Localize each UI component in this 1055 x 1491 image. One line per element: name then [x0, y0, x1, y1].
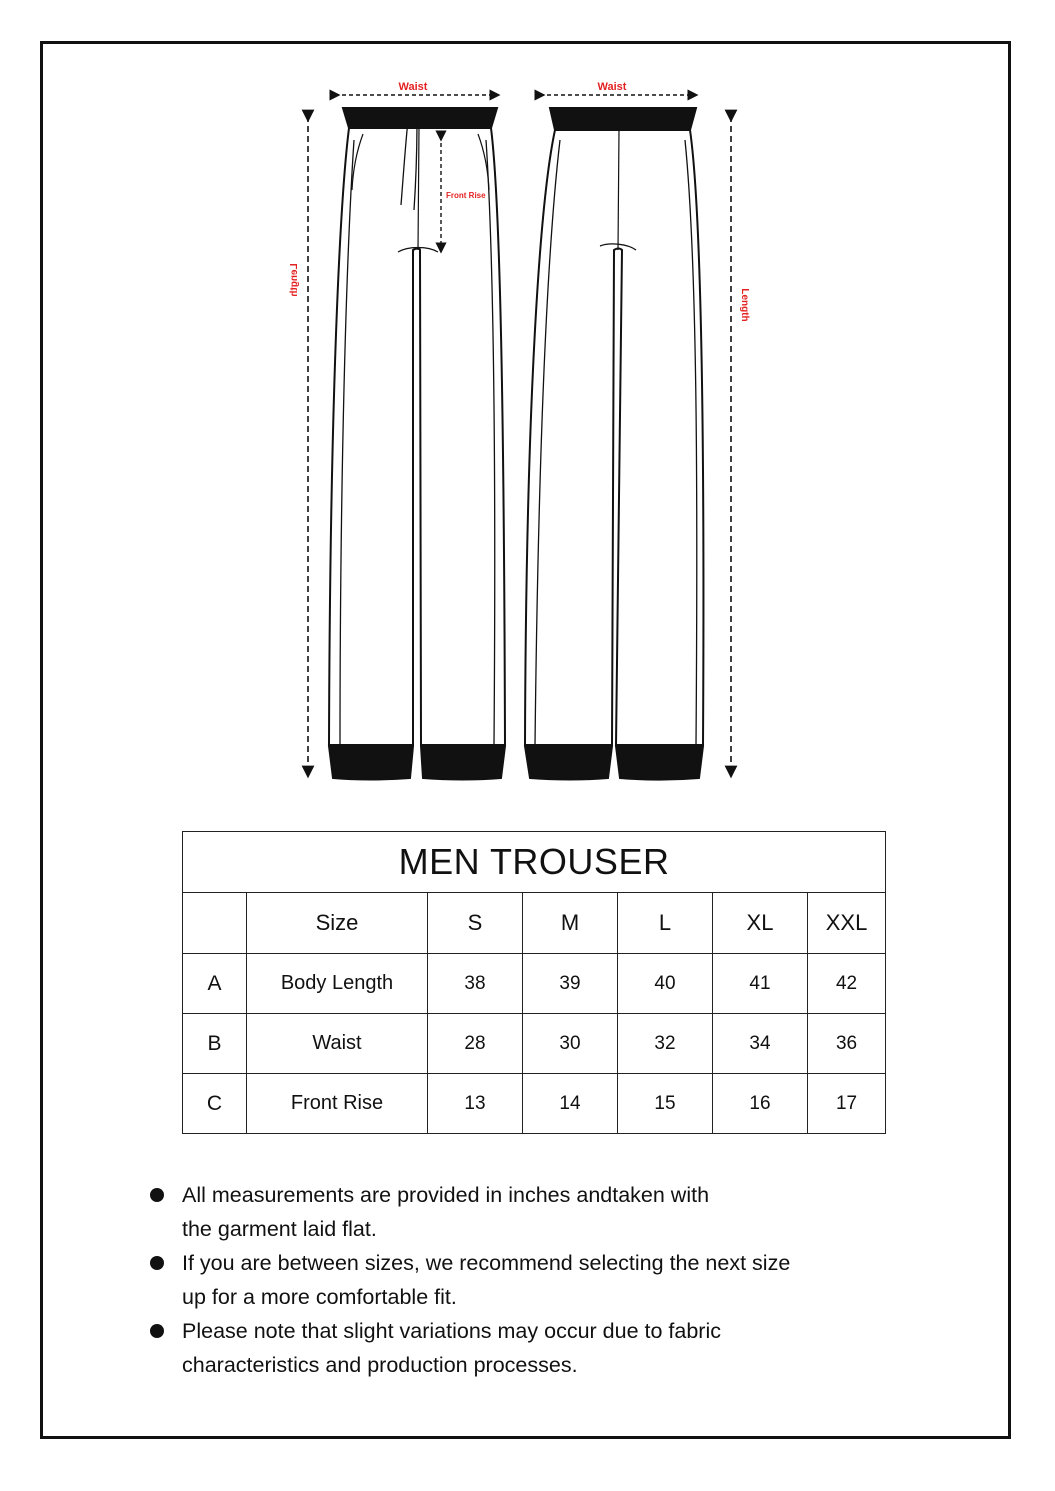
bullet-icon — [150, 1188, 164, 1202]
front-waist-label: Waist — [398, 81, 428, 93]
row-code: A — [183, 954, 247, 1014]
row-value: 39 — [523, 954, 618, 1014]
row-value: 15 — [618, 1074, 713, 1134]
row-value: 32 — [618, 1014, 713, 1074]
front-left-cuff — [329, 746, 413, 780]
front-legs-outline — [329, 128, 505, 745]
table-row — [183, 954, 886, 1014]
row-value: 13 — [428, 1074, 523, 1134]
list-item — [150, 1178, 870, 1246]
note-line: up for a more comfortable fit. — [182, 1285, 457, 1309]
note-line: characteristics and production processes. — [182, 1353, 578, 1377]
header-size-l: L — [618, 893, 713, 954]
row-value: 28 — [428, 1014, 523, 1074]
row-label: Waist — [247, 1014, 428, 1074]
back-waist-label: Waist — [597, 81, 627, 93]
size-header-row — [183, 893, 886, 954]
row-label: Front Rise — [247, 1074, 428, 1134]
header-code-cell — [183, 893, 247, 954]
row-value: 34 — [713, 1014, 808, 1074]
back-left-cuff — [525, 746, 612, 780]
header-size-label: Size — [247, 893, 428, 954]
size-chart-table — [182, 831, 886, 1134]
row-code: C — [183, 1074, 247, 1134]
back-trouser-sketch — [525, 108, 703, 780]
back-waistband — [550, 108, 696, 130]
table-row — [183, 1014, 886, 1074]
row-value: 14 — [523, 1074, 618, 1134]
bullet-icon — [150, 1324, 164, 1338]
table-row — [183, 1074, 886, 1134]
front-waistband — [343, 108, 497, 128]
header-size-xxl: XXL — [808, 893, 886, 954]
front-length-label: Length — [289, 263, 300, 297]
row-label: Body Length — [247, 954, 428, 1014]
back-right-cuff — [616, 746, 703, 780]
row-value: 17 — [808, 1074, 886, 1134]
measurement-notes — [150, 1178, 870, 1382]
row-value: 40 — [618, 954, 713, 1014]
bullet-icon — [150, 1256, 164, 1270]
note-line: If you are between sizes, we recommend selecting the next size — [182, 1251, 791, 1275]
list-item — [150, 1314, 870, 1382]
back-length-label: Length — [739, 288, 750, 322]
row-value: 36 — [808, 1014, 886, 1074]
header-size-m: M — [523, 893, 618, 954]
size-chart-title: MEN TROUSER — [183, 832, 886, 893]
front-rise-label: Front Rise — [446, 191, 486, 200]
row-value: 41 — [713, 954, 808, 1014]
row-value: 16 — [713, 1074, 808, 1134]
note-line: Please note that slight variations may occur due to fabric — [182, 1319, 721, 1343]
header-size-s: S — [428, 893, 523, 954]
list-item — [150, 1246, 870, 1314]
row-value: 30 — [523, 1014, 618, 1074]
note-line: the garment laid flat. — [182, 1217, 377, 1241]
front-right-cuff — [421, 746, 505, 780]
row-code: B — [183, 1014, 247, 1074]
row-value: 38 — [428, 954, 523, 1014]
front-trouser-sketch — [329, 108, 505, 780]
header-size-xl: XL — [713, 893, 808, 954]
row-value: 42 — [808, 954, 886, 1014]
note-line: All measurements are provided in inches andtaken with — [182, 1183, 710, 1207]
